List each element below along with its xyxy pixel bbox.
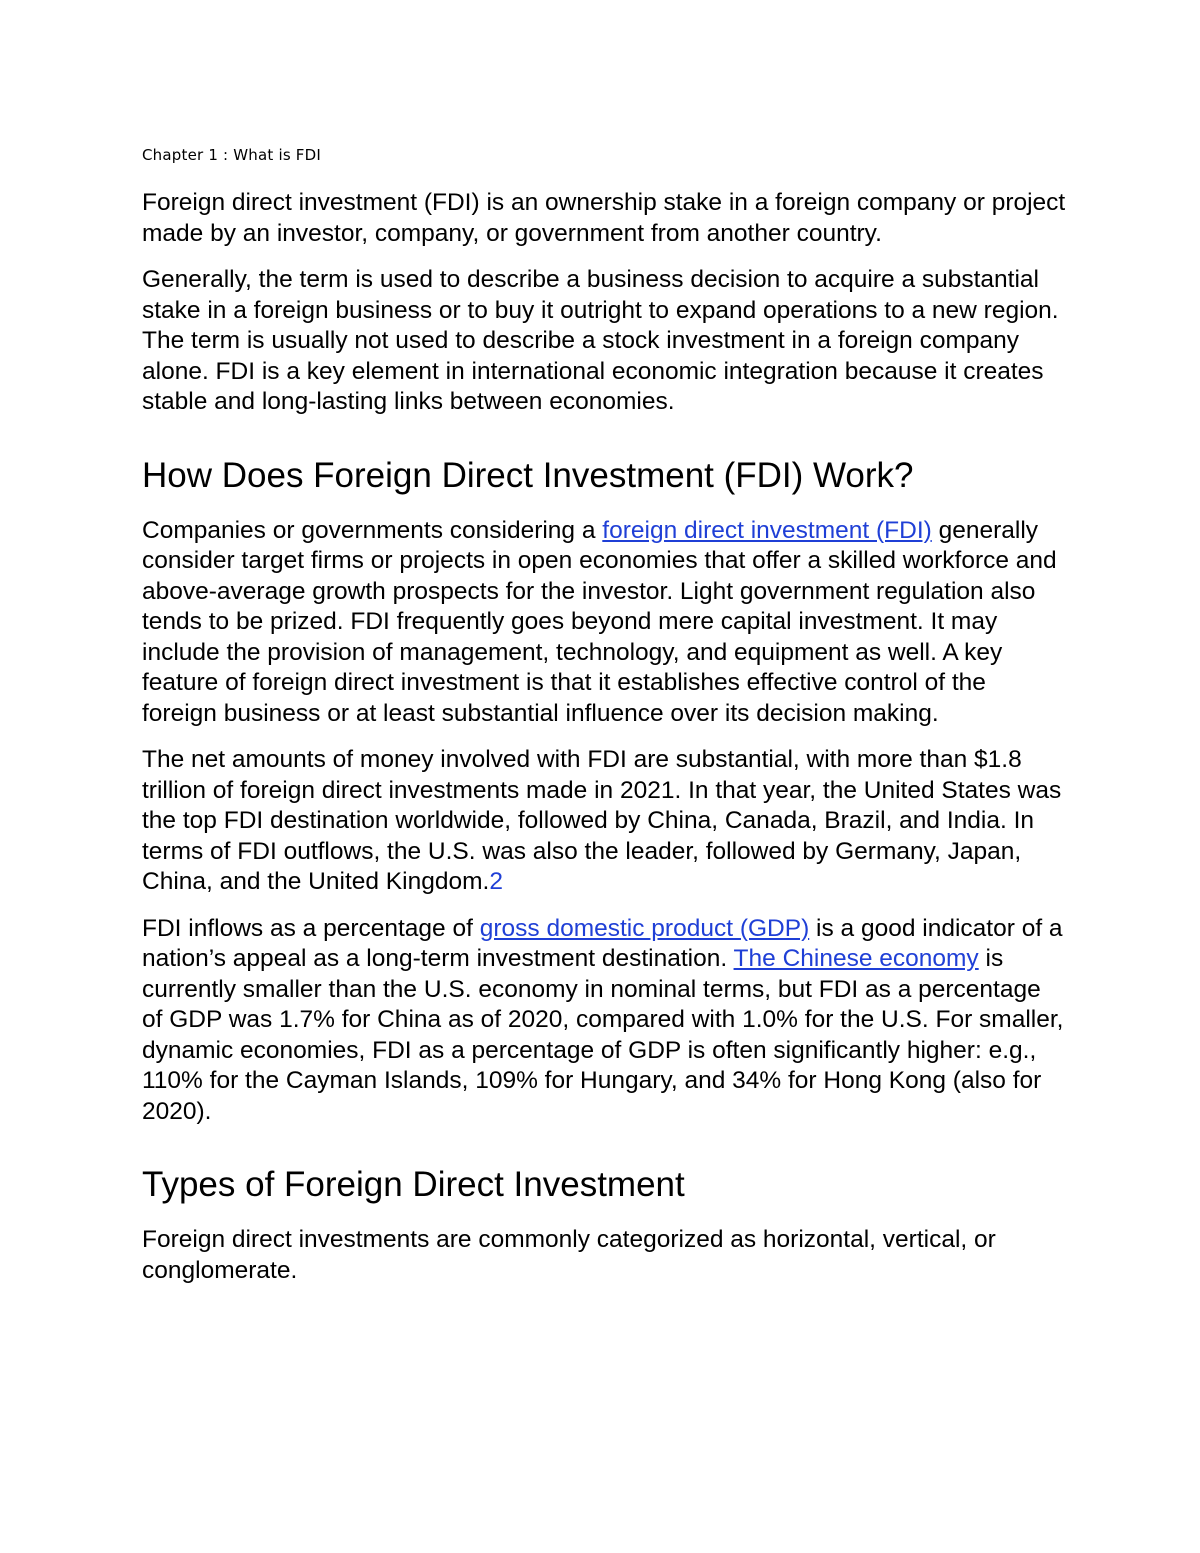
document-page bbox=[142, 140, 1067, 1302]
section1-paragraph-1 bbox=[142, 516, 1067, 730]
paragraph-text: FDI inflows as a percentage of bbox=[142, 914, 480, 942]
section-heading-how-fdi-works: How Does Foreign Direct Investment (FDI) Work? bbox=[142, 455, 914, 495]
chinese-economy-link[interactable]: The Chinese economy bbox=[733, 945, 979, 972]
paragraph-text: is a good indicator of a nation’s appeal as a long-term investment destination. bbox=[142, 914, 1063, 972]
paragraph-text: generally consider target firms or projects in open economies that offer a skilled workforce and above-average growth prospects for the investor. Light government regulation also tends to be prized. FDI frequently goes beyond mere capital investment. It may include the provision of management, technology, and equipment as well. A key feature of foreign direct investment is that it establishes effective control of the foreign business or at least substantial influence over its decision making. bbox=[142, 516, 1057, 727]
section1-paragraph-2 bbox=[142, 745, 1067, 898]
section-heading-types-of-fdi: Types of Foreign Direct Investment bbox=[142, 1165, 685, 1204]
gdp-link[interactable]: gross domestic product (GDP) bbox=[479, 914, 810, 942]
reference-number[interactable]: 2 bbox=[489, 868, 503, 895]
paragraph-text: The net amounts of money involved with FDI are substantial, with more than $1.8 trillion of foreign direct investments made in 2021. In that year, the United States was the top FDI destination worldwide, followed by China, Canada, Brazil, and India. In terms of FDI outflows, the U.S. was also the leader, followed by Germany, Japan, China, and the United Kingdom. bbox=[142, 746, 1062, 895]
intro-paragraph-1: Foreign direct investment (FDI) is an ownership stake in a foreign company or project made by an investor, company, or government from another country. bbox=[142, 189, 1066, 247]
section1-paragraph-3 bbox=[142, 914, 1067, 1128]
section2-paragraph-1: Foreign direct investments are commonly categorized as horizontal, vertical, or conglomerate. bbox=[142, 1226, 996, 1284]
paragraph-text: Companies or governments considering a bbox=[142, 516, 603, 544]
chapter-title: Chapter 1 : What is FDI bbox=[142, 146, 322, 164]
paragraph-text: is currently smaller than the U.S. economy in nominal terms, but FDI as a percentage of GDP was 1.7% for China as of 2020, compared with 1.0% for the U.S. For smaller, dynamic economies, FDI as a percentage of GDP is often significantly higher: e.g., 110% for the Cayman Islands, 109% for Hungary, and 34% for Hong Kong (also for 2020). bbox=[142, 945, 1064, 1125]
fdi-definition-link[interactable]: foreign direct investment (FDI) bbox=[602, 516, 932, 544]
intro-paragraph-2: Generally, the term is used to describe a business decision to acquire a substantial stake in a foreign business or to buy it outright to expand operations to a new region. The term is usually not used to describe a stock investment in a foreign company alone. FDI is a key element in international economic integration because it creates stable and long-lasting links between economies. bbox=[142, 266, 1059, 415]
